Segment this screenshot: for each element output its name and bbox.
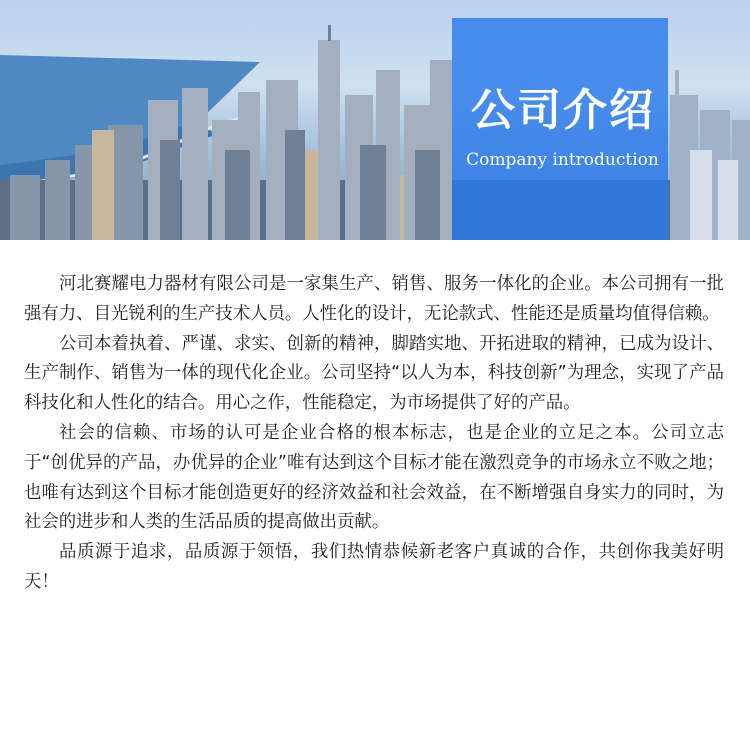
paragraph-2: 公司本着执着、严谨、求实、创新的精神，脚踏实地、开拓进取的精神，已成为设计、生产制作、销售为一体的现代化企业。公司坚持“以人为本，科技创新”为理念，实现了产品科技化和人性化的结合。用心之作，性能稳定，为市场提供了好的产品。	[24, 333, 724, 414]
paragraph-4: 品质源于追求，品质源于领悟，我们热情恭候新老客户真诚的合作，共创你我美好明天！	[24, 542, 724, 592]
paragraph-1: 河北赛耀电力器材有限公司是一家集生产、销售、服务一体化的企业。本公司拥有一批强有力、目光锐利的生产技术人员。人性化的设计，无论款式、性能还是质量均值得信赖。	[24, 274, 724, 324]
page-title: 公司介绍	[471, 85, 655, 136]
page-subtitle: Company introduction	[466, 150, 659, 170]
header-banner	[0, 0, 750, 240]
paragraph-3: 社会的信赖、市场的认可是企业合格的根本标志，也是企业的立足之本。公司立志于“创优异的产品，办优异的企业”唯有达到这个目标才能在激烈竞争的市场永立不败之地；也唯有达到这个目标才能创造更好的经济效益和社会效益，在不断增强自身实力的同时，为社会的进步和人类的生活品质的提高做出贡献。	[24, 422, 724, 533]
company-introduction-text	[24, 270, 724, 598]
